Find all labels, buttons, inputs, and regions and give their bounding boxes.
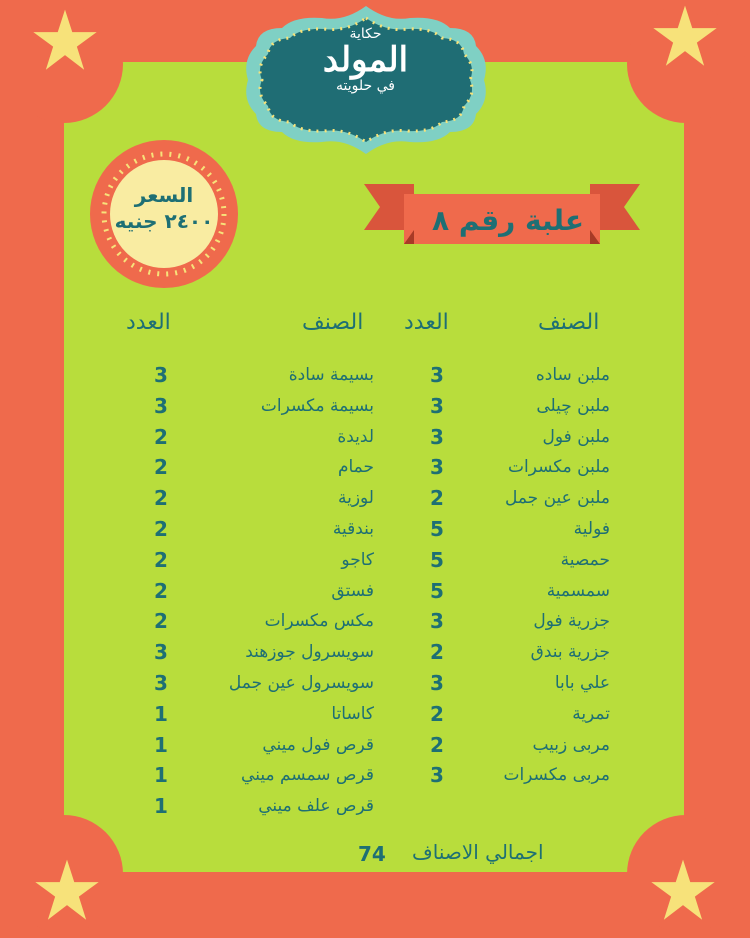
list-item-name: بسيمة مكسرات — [260, 395, 374, 416]
list-item-count: 2 — [154, 424, 168, 449]
list-item-name: مكس مكسرات — [264, 611, 374, 632]
list-item-count: 2 — [430, 701, 444, 726]
list-item-count: 5 — [430, 517, 444, 541]
right-header-item: الصنف — [538, 310, 600, 335]
list-item-name: فولية — [573, 519, 610, 539]
list-item-name: فستق — [331, 580, 374, 601]
list-item-count: 1 — [154, 794, 168, 819]
list-item-count: 2 — [154, 609, 168, 634]
list-item-count: 5 — [430, 547, 444, 572]
list-item-name: سويسرول جوزهند — [245, 642, 374, 663]
list-item-count: 2 — [154, 547, 168, 572]
list-item-name: بسيمة سادة — [288, 365, 374, 385]
list-item-name: ملبن عين جمل — [504, 488, 610, 509]
list-item-count: 3 — [154, 393, 168, 418]
left-header-item: الصنف — [302, 310, 364, 335]
list-item-name: قرص سمسم ميني — [241, 765, 374, 786]
list-item-count: 2 — [430, 486, 444, 511]
star-icon — [34, 858, 100, 922]
list-item-count: 2 — [154, 517, 168, 541]
list-item-count: 3 — [430, 763, 444, 788]
total-value: 74 — [358, 842, 386, 866]
list-item-name: ملبن چيلى — [536, 395, 610, 416]
list-item-count: 3 — [430, 393, 444, 418]
list-item-name: علي بابا — [554, 673, 610, 693]
list-item-count: 2 — [430, 640, 444, 665]
list-item-name: قرص علف ميني — [258, 796, 374, 817]
list-item-name: سمسمية — [546, 580, 610, 601]
list-item-count: 2 — [154, 578, 168, 603]
star-icon — [652, 4, 718, 68]
list-item-count: 2 — [154, 486, 168, 511]
list-item-count: 2 — [430, 732, 444, 757]
list-item-name: حمصية — [560, 549, 610, 570]
list-item-count: 5 — [430, 578, 444, 603]
list-item-name: مربى مكسرات — [503, 765, 610, 786]
list-item-name: قرص فول ميني — [262, 734, 374, 755]
brand-line-3: في حلويته — [336, 78, 395, 94]
list-item-count: 2 — [154, 455, 168, 480]
list-item-name: جزرية فول — [533, 611, 610, 632]
list-item-count: 3 — [430, 363, 444, 387]
list-item-count: 3 — [154, 640, 168, 665]
list-item-name: كاساتا — [331, 703, 374, 724]
list-item-name: ملبن مكسرات — [508, 457, 610, 478]
list-item-name: لوزية — [337, 488, 374, 509]
list-item-count: 3 — [430, 671, 444, 695]
box-title: علبة رقم ٨ — [432, 204, 584, 237]
list-item-name: كاجو — [341, 549, 374, 570]
right-header-count: العدد — [404, 310, 449, 335]
list-item-name: جزرية بندق — [530, 642, 610, 663]
total-label: اجمالي الاصناف — [412, 840, 544, 864]
list-item-count: 3 — [154, 363, 168, 387]
list-item-count: 1 — [154, 732, 168, 757]
list-item-name: ملبن فول — [542, 426, 610, 447]
brand-logo-text — [238, 26, 493, 94]
list-item-count: 3 — [430, 609, 444, 634]
price-label: السعر — [134, 183, 194, 207]
left-header-count: العدد — [126, 310, 171, 335]
list-item-count: 3 — [430, 424, 444, 449]
list-item-name: مربى زبيب — [532, 734, 610, 755]
star-icon — [650, 858, 716, 922]
list-item-name: لديدة — [337, 426, 374, 447]
list-item-name: سويسرول عين جمل — [228, 673, 374, 693]
list-item-name: حمام — [337, 457, 374, 478]
list-item-name: بندقية — [332, 519, 374, 539]
list-item-count: 1 — [154, 701, 168, 726]
brand-line-2: المولد — [322, 40, 409, 80]
list-item-count: 1 — [154, 763, 168, 788]
price-value: ٢٤٠٠ جنيه — [114, 209, 214, 233]
list-item-count: 3 — [430, 455, 444, 480]
star-icon — [32, 8, 98, 72]
price-text — [100, 182, 228, 234]
list-item-name: ملبن ساده — [535, 365, 610, 385]
list-item-count: 3 — [154, 671, 168, 695]
brand-line-1: حكاية — [349, 26, 382, 42]
list-item-name: تمرية — [572, 703, 610, 724]
